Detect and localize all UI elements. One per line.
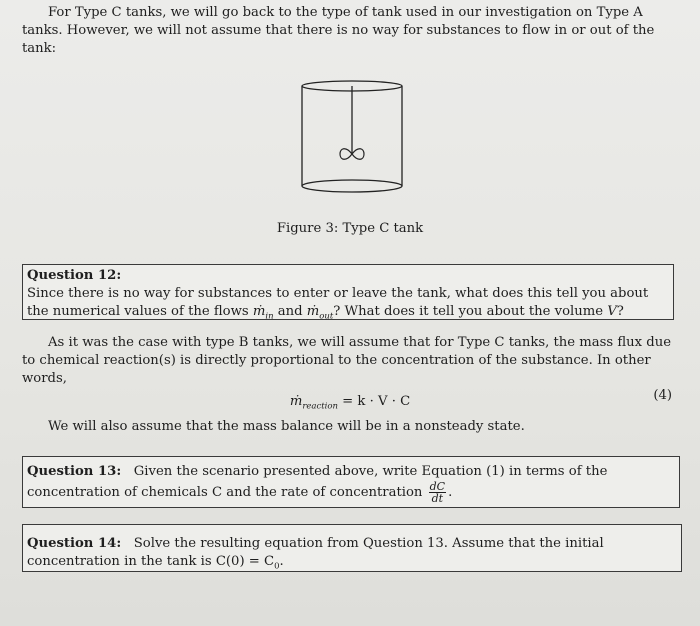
- equation-4: ṁ$_{reaction}$ = k · V · C: [289, 394, 411, 412]
- question-13-text: Given the scenario presented above, write Equation (1) in terms of the concentration of chemicals C and the rate of concentration: [27, 464, 608, 500]
- dc-dt-fraction: $\frac{dC}{dt}$: [429, 480, 446, 505]
- equation-number: (4): [653, 388, 672, 403]
- question-12-title: Question 12:: [27, 268, 122, 283]
- reaction-paragraph: As it was the case with type B tanks, we will assume that for Type C tanks, the mass flux due to chemical reaction(s) is directly proportional to the concentration of the substance. In other words,: [22, 335, 672, 386]
- nonsteady-paragraph: We will also assume that the mass balance will be in a nonsteady state.: [48, 419, 525, 434]
- question-14-text: Solve the resulting equation from Question 13. Assume that the initial concentration in the tank is C(0) = C: [27, 536, 604, 569]
- question-14-box: Question 14: Solve the resulting equation from Question 13. Assume that the initial concentration in the tank is $C(0) = C_0$.: [22, 524, 682, 572]
- question-13-box: Question 13: Given the scenario presented above, write Equation (1) in terms of the concentration of chemicals C and the rate of concentration $\frac{dC}{dt}$ .: [22, 456, 680, 508]
- question-12-text: Since there is no way for substances to enter or leave the tank, what does this tell you about the numerical values of the flows ṁ$_{in}$ and ṁ$_{out}$? What does it tell you about the volume V?: [27, 286, 649, 322]
- question-12-box: [22, 264, 674, 320]
- tank-bottom: [302, 180, 402, 192]
- intro-paragraph: [22, 4, 670, 58]
- question-14-title: Question 14:: [27, 536, 122, 551]
- type-c-tank-figure: [296, 78, 408, 198]
- figure-caption: Figure 3: Type C tank: [276, 221, 424, 236]
- intro-text: For Type C tanks, we will go back to the type of tank used in our investigation on Type A tanks. However, we will not assume that there is no way for substances to flow in or out of the tank:: [22, 5, 655, 56]
- question-13-title: Question 13:: [27, 464, 122, 479]
